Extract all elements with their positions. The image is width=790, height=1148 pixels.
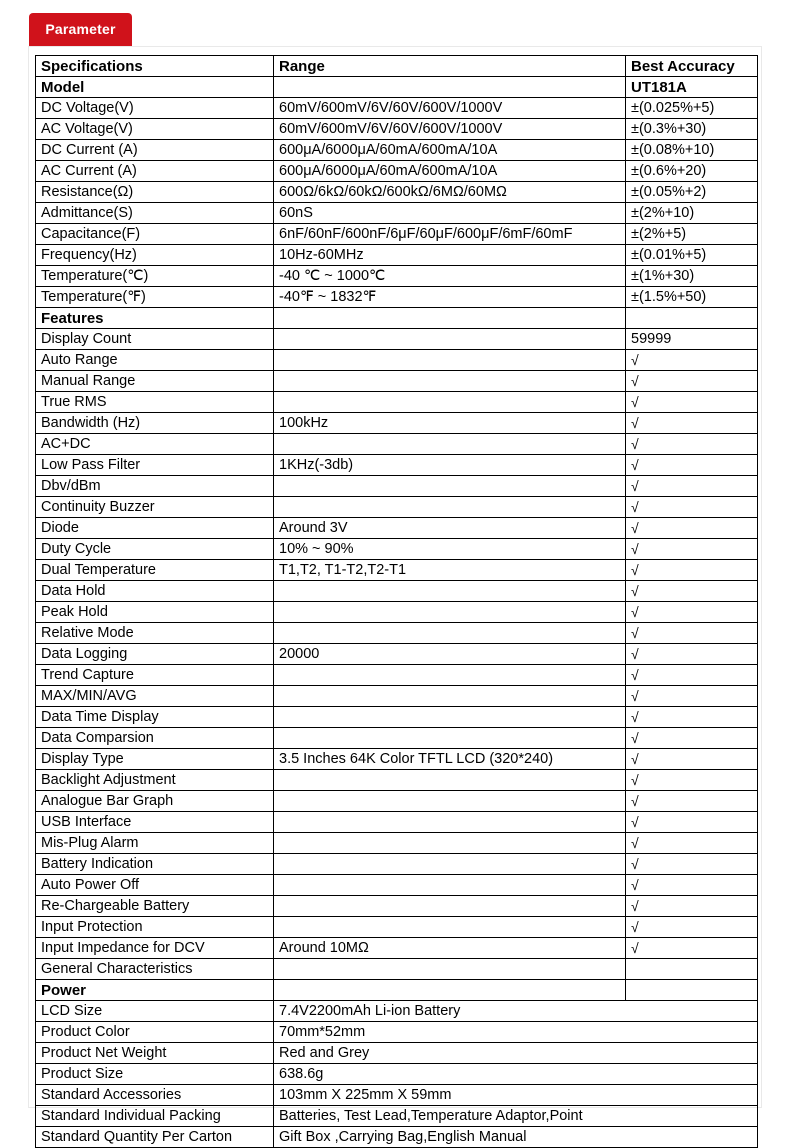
row-value: Red and Grey — [274, 1043, 758, 1064]
table-row — [36, 959, 758, 980]
row-label: Input Protection — [36, 917, 274, 938]
row-label: Data Logging — [36, 644, 274, 665]
row-range — [274, 875, 626, 896]
table-row — [36, 1022, 758, 1043]
check-icon: √ — [626, 707, 758, 728]
table-row — [36, 140, 758, 161]
row-label: Temperature(℃) — [36, 266, 274, 287]
table-header-row — [36, 56, 758, 77]
row-label: Auto Power Off — [36, 875, 274, 896]
row-range: 100kHz — [274, 413, 626, 434]
row-range — [274, 77, 626, 98]
check-icon: √ — [626, 644, 758, 665]
table-row — [36, 245, 758, 266]
row-label: Continuity Buzzer — [36, 497, 274, 518]
specification-table — [35, 55, 758, 1148]
table-row — [36, 98, 758, 119]
row-label: Dual Temperature — [36, 560, 274, 581]
table-row — [36, 623, 758, 644]
section-header-power — [36, 980, 758, 1001]
row-range: Around 10MΩ — [274, 938, 626, 959]
check-icon: √ — [626, 896, 758, 917]
row-range — [274, 812, 626, 833]
row-range: 1KHz(-3db) — [274, 455, 626, 476]
row-label: Low Pass Filter — [36, 455, 274, 476]
check-icon: √ — [626, 602, 758, 623]
row-label: Standard Quantity Per Carton — [36, 1127, 274, 1148]
row-range: 10Hz-60MHz — [274, 245, 626, 266]
row-label: Temperature(℉) — [36, 287, 274, 308]
check-icon: √ — [626, 455, 758, 476]
row-label: Relative Mode — [36, 623, 274, 644]
check-icon: √ — [626, 833, 758, 854]
row-label: DC Voltage(V) — [36, 98, 274, 119]
row-accuracy: ±(0.3%+30) — [626, 119, 758, 140]
row-range: 10% ~ 90% — [274, 539, 626, 560]
row-accuracy: ±(0.01%+5) — [626, 245, 758, 266]
row-label: Diode — [36, 518, 274, 539]
row-range — [274, 602, 626, 623]
table-row — [36, 455, 758, 476]
row-range: 3.5 Inches 64K Color TFTL LCD (320*240) — [274, 749, 626, 770]
section-filler — [274, 308, 626, 329]
row-accuracy: ±(1.5%+50) — [626, 287, 758, 308]
row-label: Frequency(Hz) — [36, 245, 274, 266]
table-row — [36, 875, 758, 896]
row-range: 600μA/6000μA/60mA/600mA/10A — [274, 161, 626, 182]
row-range: 60mV/600mV/6V/60V/600V/1000V — [274, 119, 626, 140]
row-value: 7.4V2200mAh Li-ion Battery — [274, 1001, 758, 1022]
table-row — [36, 644, 758, 665]
row-range: -40℉ ~ 1832℉ — [274, 287, 626, 308]
table-row — [36, 707, 758, 728]
row-range — [274, 350, 626, 371]
check-icon: √ — [626, 476, 758, 497]
table-row — [36, 1001, 758, 1022]
table-row — [36, 896, 758, 917]
row-label: Product Size — [36, 1064, 274, 1085]
check-icon: √ — [626, 434, 758, 455]
table-row — [36, 791, 758, 812]
row-label: AC Current (A) — [36, 161, 274, 182]
row-accuracy: ±(1%+30) — [626, 266, 758, 287]
row-range — [274, 392, 626, 413]
row-label: Manual Range — [36, 371, 274, 392]
table-row — [36, 602, 758, 623]
row-range — [274, 896, 626, 917]
row-label: Admittance(S) — [36, 203, 274, 224]
table-row — [36, 287, 758, 308]
table-row — [36, 434, 758, 455]
row-value: 638.6g — [274, 1064, 758, 1085]
section-filler — [274, 980, 626, 1001]
check-icon: √ — [626, 560, 758, 581]
row-range — [274, 833, 626, 854]
row-value: Gift Box ,Carrying Bag,English Manual — [274, 1127, 758, 1148]
table-row — [36, 518, 758, 539]
check-icon: √ — [626, 854, 758, 875]
row-range — [274, 434, 626, 455]
check-icon: √ — [626, 539, 758, 560]
table-row — [36, 560, 758, 581]
row-label: Display Type — [36, 749, 274, 770]
row-accuracy: ±(2%+10) — [626, 203, 758, 224]
row-range — [274, 707, 626, 728]
table-row — [36, 833, 758, 854]
tab-bar — [0, 0, 790, 47]
row-label: Dbv/dBm — [36, 476, 274, 497]
table-row — [36, 476, 758, 497]
row-value: 70mm*52mm — [274, 1022, 758, 1043]
check-icon: √ — [626, 749, 758, 770]
row-label: Auto Range — [36, 350, 274, 371]
table-row — [36, 686, 758, 707]
row-value: 103mm X 225mm X 59mm — [274, 1085, 758, 1106]
row-label: Data Hold — [36, 581, 274, 602]
tab-parameter[interactable]: Parameter — [29, 13, 132, 46]
row-range — [274, 686, 626, 707]
row-range: 6nF/60nF/600nF/6μF/60μF/600μF/6mF/60mF — [274, 224, 626, 245]
row-range: 600Ω/6kΩ/60kΩ/600kΩ/6MΩ/60MΩ — [274, 182, 626, 203]
table-row — [36, 539, 758, 560]
check-icon: √ — [626, 518, 758, 539]
row-label: Standard Accessories — [36, 1085, 274, 1106]
row-label: Peak Hold — [36, 602, 274, 623]
row-accuracy: ±(0.6%+20) — [626, 161, 758, 182]
row-range — [274, 665, 626, 686]
table-row — [36, 413, 758, 434]
row-range — [274, 770, 626, 791]
check-icon: √ — [626, 728, 758, 749]
row-label: AC+DC — [36, 434, 274, 455]
row-range: T1,T2, T1-T2,T2-T1 — [274, 560, 626, 581]
table-row-model — [36, 77, 758, 98]
row-label: Capacitance(F) — [36, 224, 274, 245]
row-range — [274, 497, 626, 518]
table-row — [36, 581, 758, 602]
check-icon: √ — [626, 350, 758, 371]
row-accuracy: ±(2%+5) — [626, 224, 758, 245]
check-icon: √ — [626, 581, 758, 602]
table-row — [36, 1043, 758, 1064]
table-row — [36, 938, 758, 959]
check-icon: √ — [626, 665, 758, 686]
check-icon: √ — [626, 413, 758, 434]
table-row — [36, 119, 758, 140]
row-accuracy: UT181A — [626, 77, 758, 98]
row-label: Product Net Weight — [36, 1043, 274, 1064]
table-row — [36, 854, 758, 875]
row-range — [274, 791, 626, 812]
row-range — [274, 581, 626, 602]
row-range: 60mV/600mV/6V/60V/600V/1000V — [274, 98, 626, 119]
row-label: Mis-Plug Alarm — [36, 833, 274, 854]
check-icon: √ — [626, 686, 758, 707]
row-label: Resistance(Ω) — [36, 182, 274, 203]
table-row — [36, 1127, 758, 1148]
section-title: Power — [36, 980, 274, 1001]
row-label: Battery Indication — [36, 854, 274, 875]
row-accuracy: 59999 — [626, 329, 758, 350]
check-icon: √ — [626, 497, 758, 518]
row-range — [274, 476, 626, 497]
row-range — [274, 728, 626, 749]
table-row — [36, 770, 758, 791]
row-range: Around 3V — [274, 518, 626, 539]
row-label: MAX/MIN/AVG — [36, 686, 274, 707]
check-icon: √ — [626, 623, 758, 644]
table-row — [36, 812, 758, 833]
row-label: LCD Size — [36, 1001, 274, 1022]
table-row — [36, 1106, 758, 1127]
row-label: Bandwidth (Hz) — [36, 413, 274, 434]
row-range — [274, 917, 626, 938]
table-row — [36, 371, 758, 392]
row-range: 60nS — [274, 203, 626, 224]
table-row — [36, 224, 758, 245]
row-accuracy: ±(0.08%+10) — [626, 140, 758, 161]
table-row — [36, 392, 758, 413]
row-range: 20000 — [274, 644, 626, 665]
row-label: USB Interface — [36, 812, 274, 833]
row-label: Backlight Adjustment — [36, 770, 274, 791]
row-label: True RMS — [36, 392, 274, 413]
row-label: Data Time Display — [36, 707, 274, 728]
row-range — [274, 329, 626, 350]
row-accuracy: ±(0.025%+5) — [626, 98, 758, 119]
table-row — [36, 203, 758, 224]
row-label: Input Impedance for DCV — [36, 938, 274, 959]
check-icon: √ — [626, 812, 758, 833]
row-accuracy: ±(0.05%+2) — [626, 182, 758, 203]
row-label: Display Count — [36, 329, 274, 350]
row-range — [274, 959, 626, 980]
check-icon: √ — [626, 371, 758, 392]
row-range — [274, 623, 626, 644]
table-row — [36, 749, 758, 770]
table-row — [36, 350, 758, 371]
section-header-features — [36, 308, 758, 329]
row-label: General Characteristics — [36, 959, 274, 980]
check-icon: √ — [626, 875, 758, 896]
row-accuracy — [626, 959, 758, 980]
table-row — [36, 1064, 758, 1085]
row-range — [274, 371, 626, 392]
column-header-3: Best Accuracy — [626, 56, 758, 77]
check-icon: √ — [626, 392, 758, 413]
check-icon: √ — [626, 791, 758, 812]
row-value: Batteries, Test Lead,Temperature Adaptor,Point — [274, 1106, 758, 1127]
row-range — [274, 854, 626, 875]
row-label: Trend Capture — [36, 665, 274, 686]
row-label: AC Voltage(V) — [36, 119, 274, 140]
table-row — [36, 161, 758, 182]
row-label: Duty Cycle — [36, 539, 274, 560]
table-row — [36, 329, 758, 350]
column-header-1: Specifications — [36, 56, 274, 77]
table-row — [36, 1085, 758, 1106]
section-filler — [626, 308, 758, 329]
check-icon: √ — [626, 917, 758, 938]
check-icon: √ — [626, 770, 758, 791]
table-row — [36, 182, 758, 203]
row-label: Product Color — [36, 1022, 274, 1043]
row-label: Model — [36, 77, 274, 98]
row-label: Re-Chargeable Battery — [36, 896, 274, 917]
row-range: 600μA/6000μA/60mA/600mA/10A — [274, 140, 626, 161]
table-row — [36, 917, 758, 938]
table-row — [36, 266, 758, 287]
section-filler — [626, 980, 758, 1001]
row-range: -40 ℃ ~ 1000℃ — [274, 266, 626, 287]
check-icon: √ — [626, 938, 758, 959]
column-header-2: Range — [274, 56, 626, 77]
table-row — [36, 728, 758, 749]
table-row — [36, 497, 758, 518]
table-row — [36, 665, 758, 686]
row-label: Analogue Bar Graph — [36, 791, 274, 812]
section-title: Features — [36, 308, 274, 329]
row-label: DC Current (A) — [36, 140, 274, 161]
row-label: Standard Individual Packing — [36, 1106, 274, 1127]
row-label: Data Comparsion — [36, 728, 274, 749]
